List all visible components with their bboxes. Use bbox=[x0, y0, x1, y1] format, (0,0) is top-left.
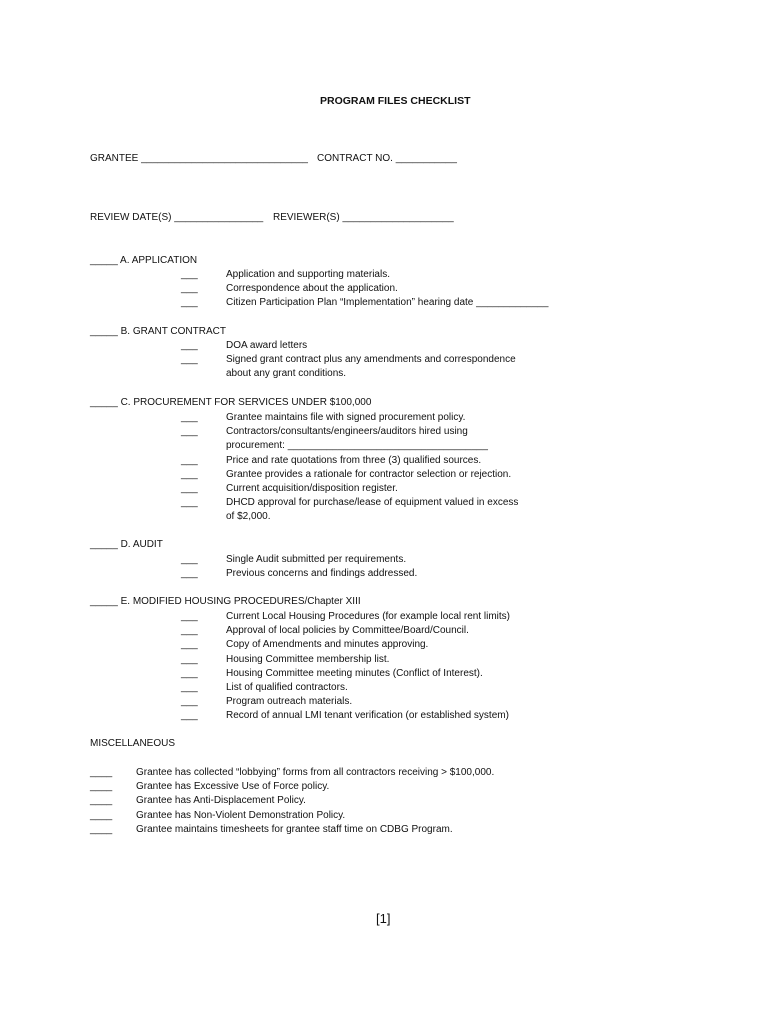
check-blank[interactable]: ___ bbox=[181, 426, 198, 438]
section-grant-contract-heading: _____ B. GRANT CONTRACT bbox=[90, 326, 226, 337]
check-blank[interactable]: ___ bbox=[181, 611, 198, 622]
housing-items bbox=[226, 610, 510, 724]
application-items bbox=[226, 268, 548, 311]
section-application-heading: _____ A. APPLICATION bbox=[90, 255, 198, 266]
check-blank[interactable]: ___ bbox=[181, 454, 198, 466]
section-procurement-heading: _____ C. PROCUREMENT FOR SERVICES UNDER $100,000 bbox=[90, 397, 372, 408]
reviewers-field[interactable]: REVIEWER(S) ____________________ bbox=[273, 212, 454, 223]
check-blank[interactable]: ___ bbox=[181, 354, 198, 366]
check-blank[interactable]: ___ bbox=[181, 568, 198, 580]
list-item: Single Audit submitted per requirements. bbox=[226, 554, 407, 565]
list-item: List of qualified contractors. bbox=[226, 682, 348, 694]
page-title: PROGRAM FILES CHECKLIST bbox=[320, 95, 471, 107]
check-blank[interactable]: ___ bbox=[181, 639, 198, 651]
misc-check-column[interactable] bbox=[90, 766, 112, 837]
list-item: Current acquisition/disposition register. bbox=[226, 483, 398, 495]
check-blank[interactable]: ____ bbox=[90, 809, 113, 821]
contract-no-field[interactable]: CONTRACT NO. ___________ bbox=[317, 153, 457, 164]
list-item: Grantee provides a rationale for contractor selection or rejection. bbox=[226, 468, 512, 480]
list-item: Housing Committee membership list. bbox=[226, 653, 390, 665]
list-item: Previous concerns and findings addressed. bbox=[226, 568, 418, 580]
list-item: about any grant conditions. bbox=[226, 368, 347, 380]
section-audit-heading: _____ D. AUDIT bbox=[90, 539, 163, 550]
list-item: DHCD approval for purchase/lease of equipment valued in excess bbox=[226, 497, 519, 509]
review-dates-field[interactable]: REVIEW DATE(S) ________________ bbox=[90, 212, 264, 223]
grantee-field[interactable]: GRANTEE ______________________________ bbox=[90, 153, 308, 164]
check-blank[interactable]: ___ bbox=[181, 297, 198, 309]
list-item: Signed grant contract plus any amendments and correspondence bbox=[226, 354, 516, 366]
list-item: procurement: ____________________________________ bbox=[226, 440, 488, 452]
list-item: Correspondence about the application. bbox=[226, 283, 398, 295]
list-item: Application and supporting materials. bbox=[226, 269, 390, 280]
check-blank[interactable]: ____ bbox=[90, 767, 113, 778]
check-blank[interactable]: ___ bbox=[181, 696, 198, 708]
check-blank[interactable]: ___ bbox=[181, 412, 198, 423]
check-blank[interactable]: ___ bbox=[181, 340, 198, 351]
list-item: Copy of Amendments and minutes approving. bbox=[226, 639, 429, 651]
check-blank[interactable]: ___ bbox=[181, 710, 198, 722]
list-item: Approval of local policies by Committee/Board/Council. bbox=[226, 625, 469, 637]
list-item: Record of annual LMI tenant verification (or established system) bbox=[226, 710, 509, 722]
list-item: Contractors/consultants/engineers/auditors hired using bbox=[226, 426, 468, 438]
check-blank[interactable]: ____ bbox=[90, 781, 113, 793]
page-number: [1] bbox=[376, 911, 391, 926]
check-column-e[interactable] bbox=[181, 610, 198, 724]
section-miscellaneous-heading: MISCELLANEOUS bbox=[90, 738, 176, 749]
list-item: Program outreach materials. bbox=[226, 696, 353, 708]
list-item: Grantee maintains file with signed procurement policy. bbox=[226, 412, 466, 423]
section-housing-heading: _____ E. MODIFIED HOUSING PROCEDURES/Chapter XIII bbox=[90, 596, 361, 607]
list-item: Grantee has Non-Violent Demonstration Policy. bbox=[136, 809, 346, 821]
check-blank[interactable]: ___ bbox=[181, 653, 198, 665]
check-blank[interactable]: ____ bbox=[90, 823, 113, 835]
check-blank[interactable]: ___ bbox=[181, 468, 198, 480]
list-item: Grantee has Anti-Displacement Policy. bbox=[136, 795, 306, 807]
check-column-c[interactable] bbox=[181, 411, 198, 510]
list-item: Citizen Participation Plan “Implementation” hearing date _____________ bbox=[226, 297, 549, 309]
check-blank[interactable]: ____ bbox=[90, 795, 113, 807]
audit-items bbox=[226, 553, 417, 581]
check-column-a[interactable] bbox=[181, 268, 198, 311]
list-item: Grantee maintains timesheets for grantee staff time on CDBG Program. bbox=[136, 823, 453, 835]
check-blank[interactable]: ___ bbox=[181, 554, 198, 565]
check-blank[interactable]: ___ bbox=[181, 497, 198, 509]
misc-items bbox=[136, 766, 494, 837]
check-blank[interactable]: ___ bbox=[181, 283, 198, 295]
list-item: Current Local Housing Procedures (for example local rent limits) bbox=[226, 611, 511, 622]
check-blank[interactable]: ___ bbox=[181, 269, 198, 280]
grant-contract-items bbox=[226, 339, 516, 382]
list-item: Price and rate quotations from three (3) qualified sources. bbox=[226, 454, 482, 466]
check-column-d[interactable] bbox=[181, 553, 198, 581]
check-blank[interactable]: ___ bbox=[181, 625, 198, 637]
list-item: of $2,000. bbox=[226, 511, 271, 523]
list-item: DOA award letters bbox=[226, 340, 308, 351]
check-blank[interactable]: ___ bbox=[181, 682, 198, 694]
list-item: Housing Committee meeting minutes (Conflict of Interest). bbox=[226, 667, 483, 679]
check-blank[interactable]: ___ bbox=[181, 483, 198, 495]
list-item: Grantee has Excessive Use of Force policy. bbox=[136, 781, 330, 793]
check-blank[interactable]: ___ bbox=[181, 667, 198, 679]
procurement-items bbox=[226, 411, 518, 525]
check-column-b[interactable] bbox=[181, 339, 198, 367]
list-item: Grantee has collected “lobbying” forms from all contractors receiving > $100,000. bbox=[136, 767, 495, 778]
